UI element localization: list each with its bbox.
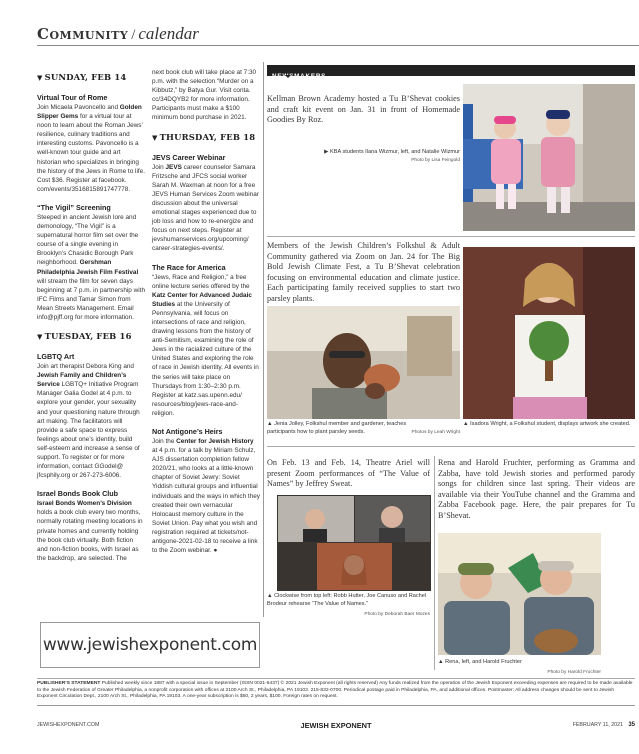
story-divider [267, 446, 635, 447]
story-divider [267, 236, 635, 237]
footer-date: FEBRUARY 11, 2021 [572, 722, 623, 728]
newsmakers-label: NEWSMAKERS [272, 73, 327, 80]
day-heading: ▼ SUNDAY, FEB 14 [37, 72, 127, 82]
page-footer [37, 722, 635, 732]
statement-label: PUBLISHER’S STATEMENT [37, 681, 101, 686]
story-text: Rena and Harold Fruchter, performing as Gramma and Zabba, have told Jewish stories and performed parody songs for children since last spring. Their videos are available via their YouTube channel and the Gramma and Zabba Facebook page. Here, the pair prepares for Tu B’Shevat. [438, 458, 635, 520]
calendar-event [152, 263, 260, 419]
publishers-statement [37, 681, 635, 701]
section-name: Community [37, 25, 129, 43]
newsmakers-banner [267, 65, 635, 80]
photo-credit: Photo by Deborah Baer Mozes [364, 612, 430, 617]
triangle-down-icon: ▼ [152, 132, 158, 142]
caption-arrow-icon: ▲ [463, 421, 469, 427]
photo-caption: ▶ KBA students Ilana Wizmur, left, and Natalie Wizmur [324, 149, 460, 155]
calendar-event [37, 203, 145, 322]
photo-caption: ▲ Clockwise from top left: Robb Hutter, Joe Canuso and Rachel Brodeur rehearse “The Value of Names.” [267, 593, 427, 607]
zoom-rehearsal-photo [277, 495, 431, 591]
website-url[interactable]: www.jewishexponent.com [42, 635, 258, 655]
calendar-event [152, 427, 260, 555]
photo-caption: ▲ Jenia Jolley, Folkshul member and gardener, teaches participants how to plant parsley seeds. [267, 421, 407, 435]
footer-website[interactable]: JEWISHEXPONENT.COM [37, 722, 100, 728]
jenia-jolley-photo [267, 306, 460, 419]
calendar-column-2 [152, 68, 260, 564]
isadora-wright-photo [463, 247, 635, 419]
event-body: “Jews, Race and Religion,” a free online lecture series offered by the Katz Center for Advanced Judaic Studies at the University of Pennsylvania, will focus on intersections of race and religion, drawing lessons from the history of anti-Semitism, examining the role of Jews in the racialized culture of the United States and exploring the role of race in Jewish identity. All events in the series will take place on Thursdays from 1:30–2:30 p.m. Register at katz.sas.upenn.edu/ resources/blog/jews-race-and-religion. [152, 273, 259, 417]
subsection-name: calendar [138, 24, 199, 43]
statement-rule-bottom [37, 705, 635, 706]
story-text: Kellman Brown Academy hosted a Tu B’Shevat cookies and craft kit event on Jan. 31 in front of Homemade Goodies By Roz. [267, 94, 460, 125]
event-body: Join JEVS career counselor Samara Fritzsche and JFCS social worker Sarah M. Waxman at noon for a free JEVS Human Services Zoom webinar discussion about the universal emotional stages experienced due to job loss and how to re-energize and focus on next steps. Register at jevshumanservices.org/upcoming/ career-strategies-events/. [152, 163, 259, 253]
caption-arrow-icon: ▲ [267, 593, 273, 599]
calendar-column-1 [37, 68, 145, 563]
section-separator: / [131, 27, 136, 43]
story-text: On Feb. 13 and Feb. 14, Theatre Ariel will present Zoom performances of “The Value of Names” by Jeffrey Sweat. [267, 458, 430, 489]
photo-credit: Photo by Harold Fruchter [547, 670, 601, 675]
story-text: Members of the Jewish Children’s Folkshul & Adult Community gathered via Zoom on Jan. 24 for The Big Bold Jewish Climate Fest, a Tu B’Shevat celebration focusing on environmental education and climate justice. Each participating family received supplies to start two parsley plants. [267, 241, 460, 303]
statement-rule-top [37, 678, 635, 679]
event-body: holds a book club every two months, normally rotating meeting locations in private homes and currently holding the book club virtually. Both fiction and non-fiction books, with Israel as the backdrop, are selected. The [37, 509, 143, 562]
event-body: Join the Center for Jewish History at 4 p.m. for a talk by Miriam Schulz, AJS dissertation completion fellow 2020/21, who looks at a little-known chapter of Soviet Jewry: Soviet Yiddish cultural groups and influential individuals and the ways in which they created their own vernacular Holocaust memory culture in the Soviet Union. Pay what you wish and registration required at tickets/not-antigone-2021-02-18 to receive a link to the Zoom webinar. ● [152, 438, 260, 555]
column-divider [434, 456, 435, 670]
calendar-event [37, 352, 145, 480]
statement-text: Published weekly since 1887 with a special issue in September (ISSN 0021-6437) © 2021 Jewish Exponent (all rights reserved) Any funds realized from the operation of the Jewish Exponent exceeding expenses are required to be made available to the Jewish Federation of Greater Philadelphia, a nonprofit corporation with offices at 2100 Arch St., Philadelphia, PA 19103. 215-832-0700. Periodical postage paid in Philadelphia, PA, and additional offices. Postmaster: All address changes should be sent to Jewish Exponent Circulation Dept., 2100 Arch St., Philadelphia, PA 19103. A one-year subscription is $50, 2 years, $100. Foreign rates on request. [37, 681, 633, 700]
photo-credit: Photo by Lisa Feingold [411, 158, 460, 163]
kba-students-photo [463, 84, 635, 231]
event-body: Join art therapist Debora King and Jewish Family and Children’s Service LGBTQ+ Initiative Program Manager Galia Godel at 4 p.m. to explore your gender, your sexuality and your questioning nature through art making. The facilitators will provide a safe space to express feelings about one’s identity, build self-esteem and increase a sense of support. To register or for more information, contact GGodel@ jfcsphily.org or 267-273-6006. [37, 363, 140, 480]
fruchter-photo [438, 533, 601, 655]
column-divider [263, 62, 264, 617]
photo-caption: ▲ Rena, left, and Harold Fruchter [438, 659, 522, 665]
website-ad-box[interactable] [40, 622, 260, 668]
section-header [37, 24, 639, 46]
event-title: LGBTQ Art [37, 352, 75, 362]
event-title: Virtual Tour of Rome [37, 93, 108, 102]
banner-notch-icon [285, 75, 291, 78]
photo-caption-right: ▲ Isadora Wright, a Folkshul student, displays artwork she created. [463, 421, 631, 427]
photo-credit: Photos by Leah Wright [411, 430, 460, 435]
triangle-down-icon: ▼ [37, 73, 43, 82]
caption-arrow-icon: ▲ [438, 659, 444, 665]
event-title: The Race for America [152, 262, 226, 272]
day-heading: ▼ TUESDAY, FEB 16 [37, 331, 132, 342]
event-title: Israel Bonds Book Club [37, 489, 119, 499]
event-title: Not Antigone’s Heirs [152, 427, 223, 436]
page-number: 35 [628, 721, 635, 728]
event-body: Join Micaela Pavoncello and Golden Slipper Gems for a virtual tour at noon to learn about the Roman Jews’ resilience, culinary traditions and interesting customs. Pavoncello is a well-known tour guide and art historian who specializes in bringing the history of the Jews in Rome to life. Cost $36. Register at facebook. com/events/3516815891747778. [37, 104, 145, 193]
footer-publication: JEWISH EXPONENT [300, 721, 372, 730]
event-title: JEVS Career Webinar [152, 152, 226, 162]
calendar-event [37, 93, 145, 194]
day-heading: ▼ THURSDAY, FEB 18 [152, 131, 256, 142]
event-body-continued: next book club will take place at 7:30 p.m. with the selection “Murder on a Kibbutz,” by Batya Gur. Visit conta. cc/34DQYB2 for more information. Participants must make a $100 minimum bond purchase in 2021. [152, 69, 257, 122]
event-subtitle: Israel Bonds Women’s Division [37, 500, 132, 508]
event-title: “The Vigil” Screening [37, 202, 111, 212]
caption-arrow-icon: ▶ [324, 149, 329, 155]
caption-arrow-icon: ▲ [267, 421, 273, 427]
event-body: Steeped in ancient Jewish lore and demonology, “The Vigil” is a supernatural horror film set over the course of a single evening in Brooklyn’s Chasidic Borough Park neighborhood. Gershman Philadelphia Jewish Film Festival will stream the film for seven days beginning at 7 p.m. in partnership with IFC Films and Tamar Simon from Mean Streets Management. Email info@pjff.org for more information. [37, 213, 145, 321]
triangle-down-icon: ▼ [37, 332, 43, 342]
calendar-event [152, 153, 260, 254]
calendar-event [37, 489, 145, 563]
